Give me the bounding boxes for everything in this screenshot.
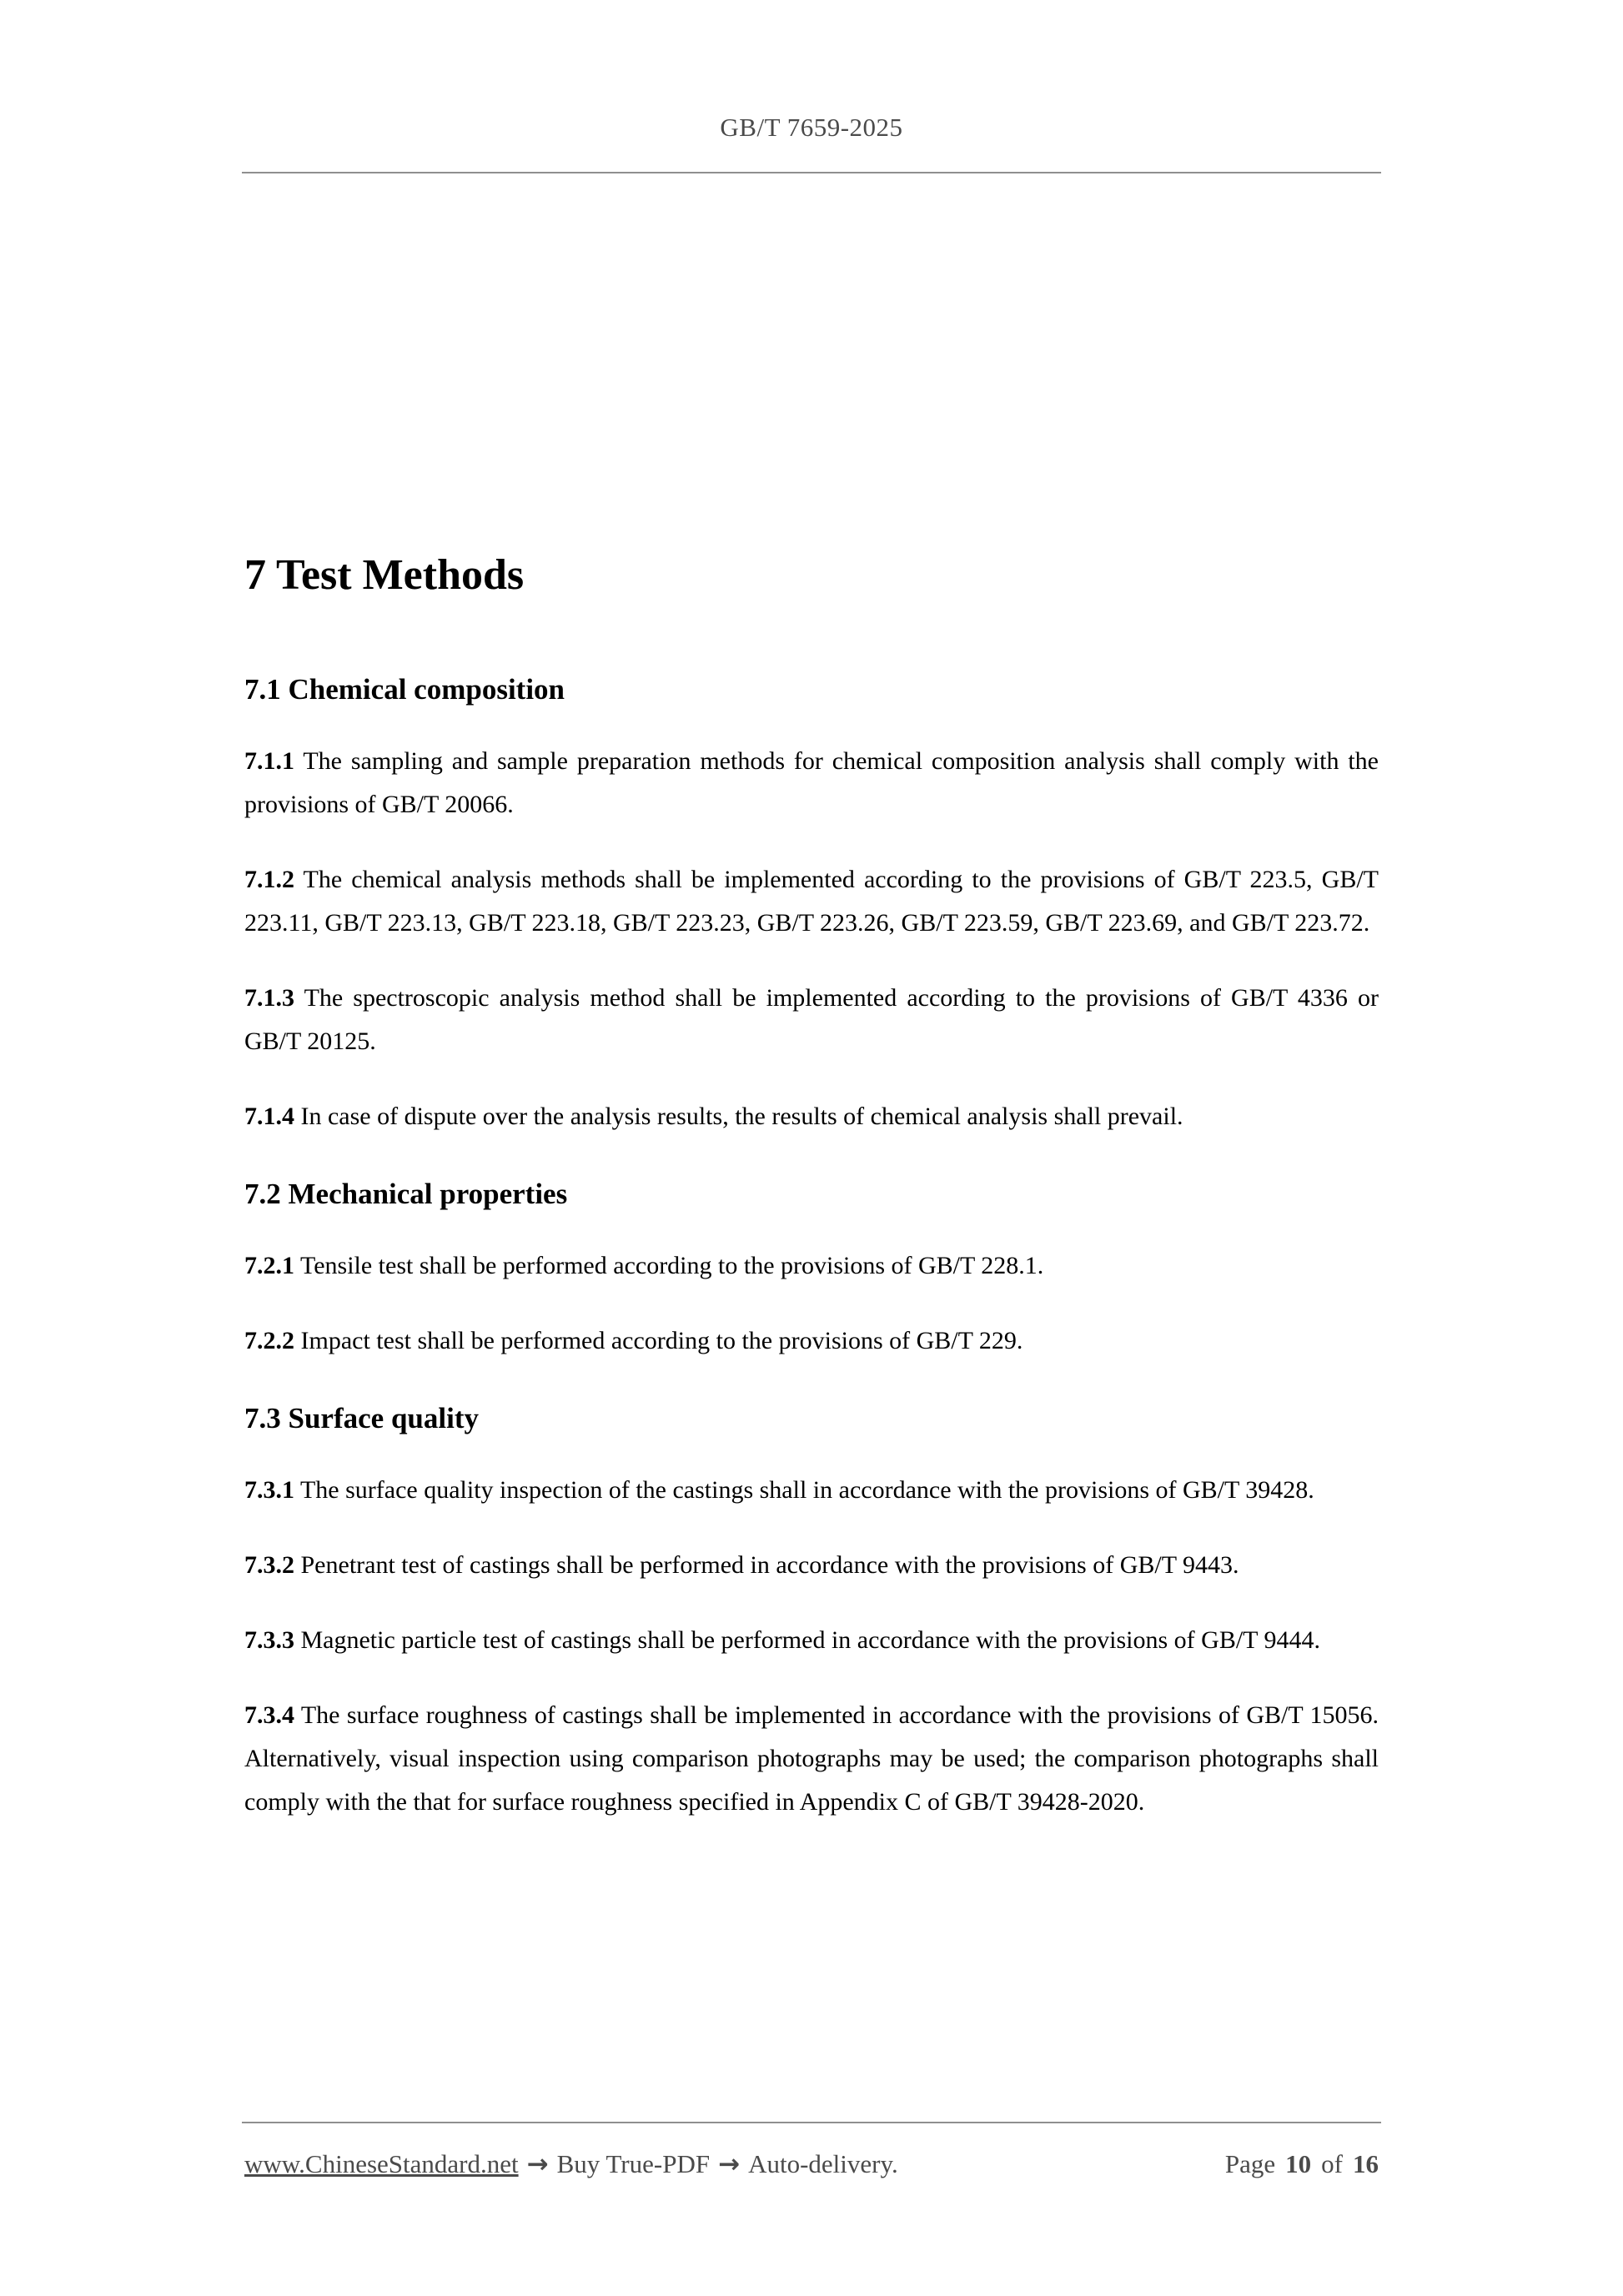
clause-text: The surface roughness of castings shall be implemented in accordance with the provisions of GB/T 15056. Alternatively, visual inspection using comparison photographs may be used; the comparison photographs shall comply with the that for surface roughness specified in Appendix C of GB/T 39428-2020. xyxy=(244,1701,1379,1816)
clause-text: The surface quality inspection of the castings shall in accordance with the provisions of GB/T 39428. xyxy=(299,1476,1314,1504)
clause-text: Magnetic particle test of castings shall be performed in accordance with the provisions of GB/T 9444. xyxy=(300,1626,1320,1654)
page-indicator xyxy=(1225,2146,1379,2183)
page-word: Page xyxy=(1224,2149,1276,2178)
of-word: of xyxy=(1321,2149,1343,2178)
clause-text: Tensile test shall be performed according to the provisions of GB/T 228.1. xyxy=(299,1252,1044,1279)
clause-number: 7.3.4 xyxy=(244,1701,294,1729)
clause-text: Penetrant test of castings shall be performed in accordance with the provisions of GB/T 9443. xyxy=(300,1551,1239,1579)
clause-number: 7.1.2 xyxy=(244,866,294,893)
clause-text: The chemical analysis methods shall be implemented according to the provisions of GB/T 223.5, GB/T 223.11, GB/T 223.13, GB/T 223.18, GB/T 223.23, GB/T 223.26, GB/T 223.59, GB/T 223.69, and GB/T 223.72. xyxy=(244,866,1379,937)
paragraph-7-1-2 xyxy=(244,858,1379,945)
clause-text: In case of dispute over the analysis results, the results of chemical analysis shall prevail. xyxy=(300,1103,1183,1130)
footer-divider xyxy=(242,2122,1381,2123)
paragraph-7-3-1 xyxy=(244,1469,1379,1512)
footer-delivery-text: Auto-delivery. xyxy=(748,2149,898,2178)
paragraph-7-1-3 xyxy=(244,977,1379,1063)
paragraph-7-3-3 xyxy=(244,1619,1379,1662)
page-footer xyxy=(244,2146,1379,2183)
paragraph-7-3-4 xyxy=(244,1694,1379,1824)
clause-number: 7.1.4 xyxy=(244,1103,294,1130)
section-heading-7-3: 7.3 Surface quality xyxy=(244,1402,479,1434)
current-page-number: 10 xyxy=(1285,2149,1312,2178)
paragraph-7-2-2 xyxy=(244,1319,1379,1363)
page-content xyxy=(244,0,1379,1824)
section-heading-7-2: 7.2 Mechanical properties xyxy=(244,1178,568,1210)
right-arrow-icon: → xyxy=(526,2149,549,2179)
paragraph-7-1-4 xyxy=(244,1095,1379,1138)
paragraph-7-1-1 xyxy=(244,740,1379,826)
clause-number: 7.3.2 xyxy=(244,1551,294,1579)
clause-number: 7.2.2 xyxy=(244,1327,294,1354)
clause-text: Impact test shall be performed according to the provisions of GB/T 229. xyxy=(300,1327,1023,1354)
header-standard-number: GB/T 7659-2025 xyxy=(720,113,903,142)
chapter-title: 7 Test Methods xyxy=(244,551,525,599)
section-heading-7-1: 7.1 Chemical composition xyxy=(244,673,565,706)
clause-number: 7.2.1 xyxy=(244,1252,294,1279)
clause-text: The spectroscopic analysis method shall be implemented according to the provisions of GB/T 4336 or GB/T 20125. xyxy=(244,984,1379,1055)
paragraph-7-3-2 xyxy=(244,1544,1379,1587)
total-page-number: 16 xyxy=(1353,2149,1379,2178)
clause-number: 7.3.1 xyxy=(244,1476,294,1504)
paragraph-7-2-1 xyxy=(244,1244,1379,1288)
footer-buy-text: Buy True-PDF xyxy=(556,2149,711,2178)
clause-text: The sampling and sample preparation methods for chemical composition analysis shall comply with the provisions of GB/T 20066. xyxy=(244,747,1379,818)
footer-promo xyxy=(244,2146,898,2183)
clause-number: 7.1.1 xyxy=(244,747,294,775)
right-arrow-icon: → xyxy=(718,2149,741,2179)
clause-number: 7.3.3 xyxy=(244,1626,294,1654)
clause-number: 7.1.3 xyxy=(244,984,294,1012)
website-link[interactable]: www.ChineseStandard.net xyxy=(244,2149,519,2178)
